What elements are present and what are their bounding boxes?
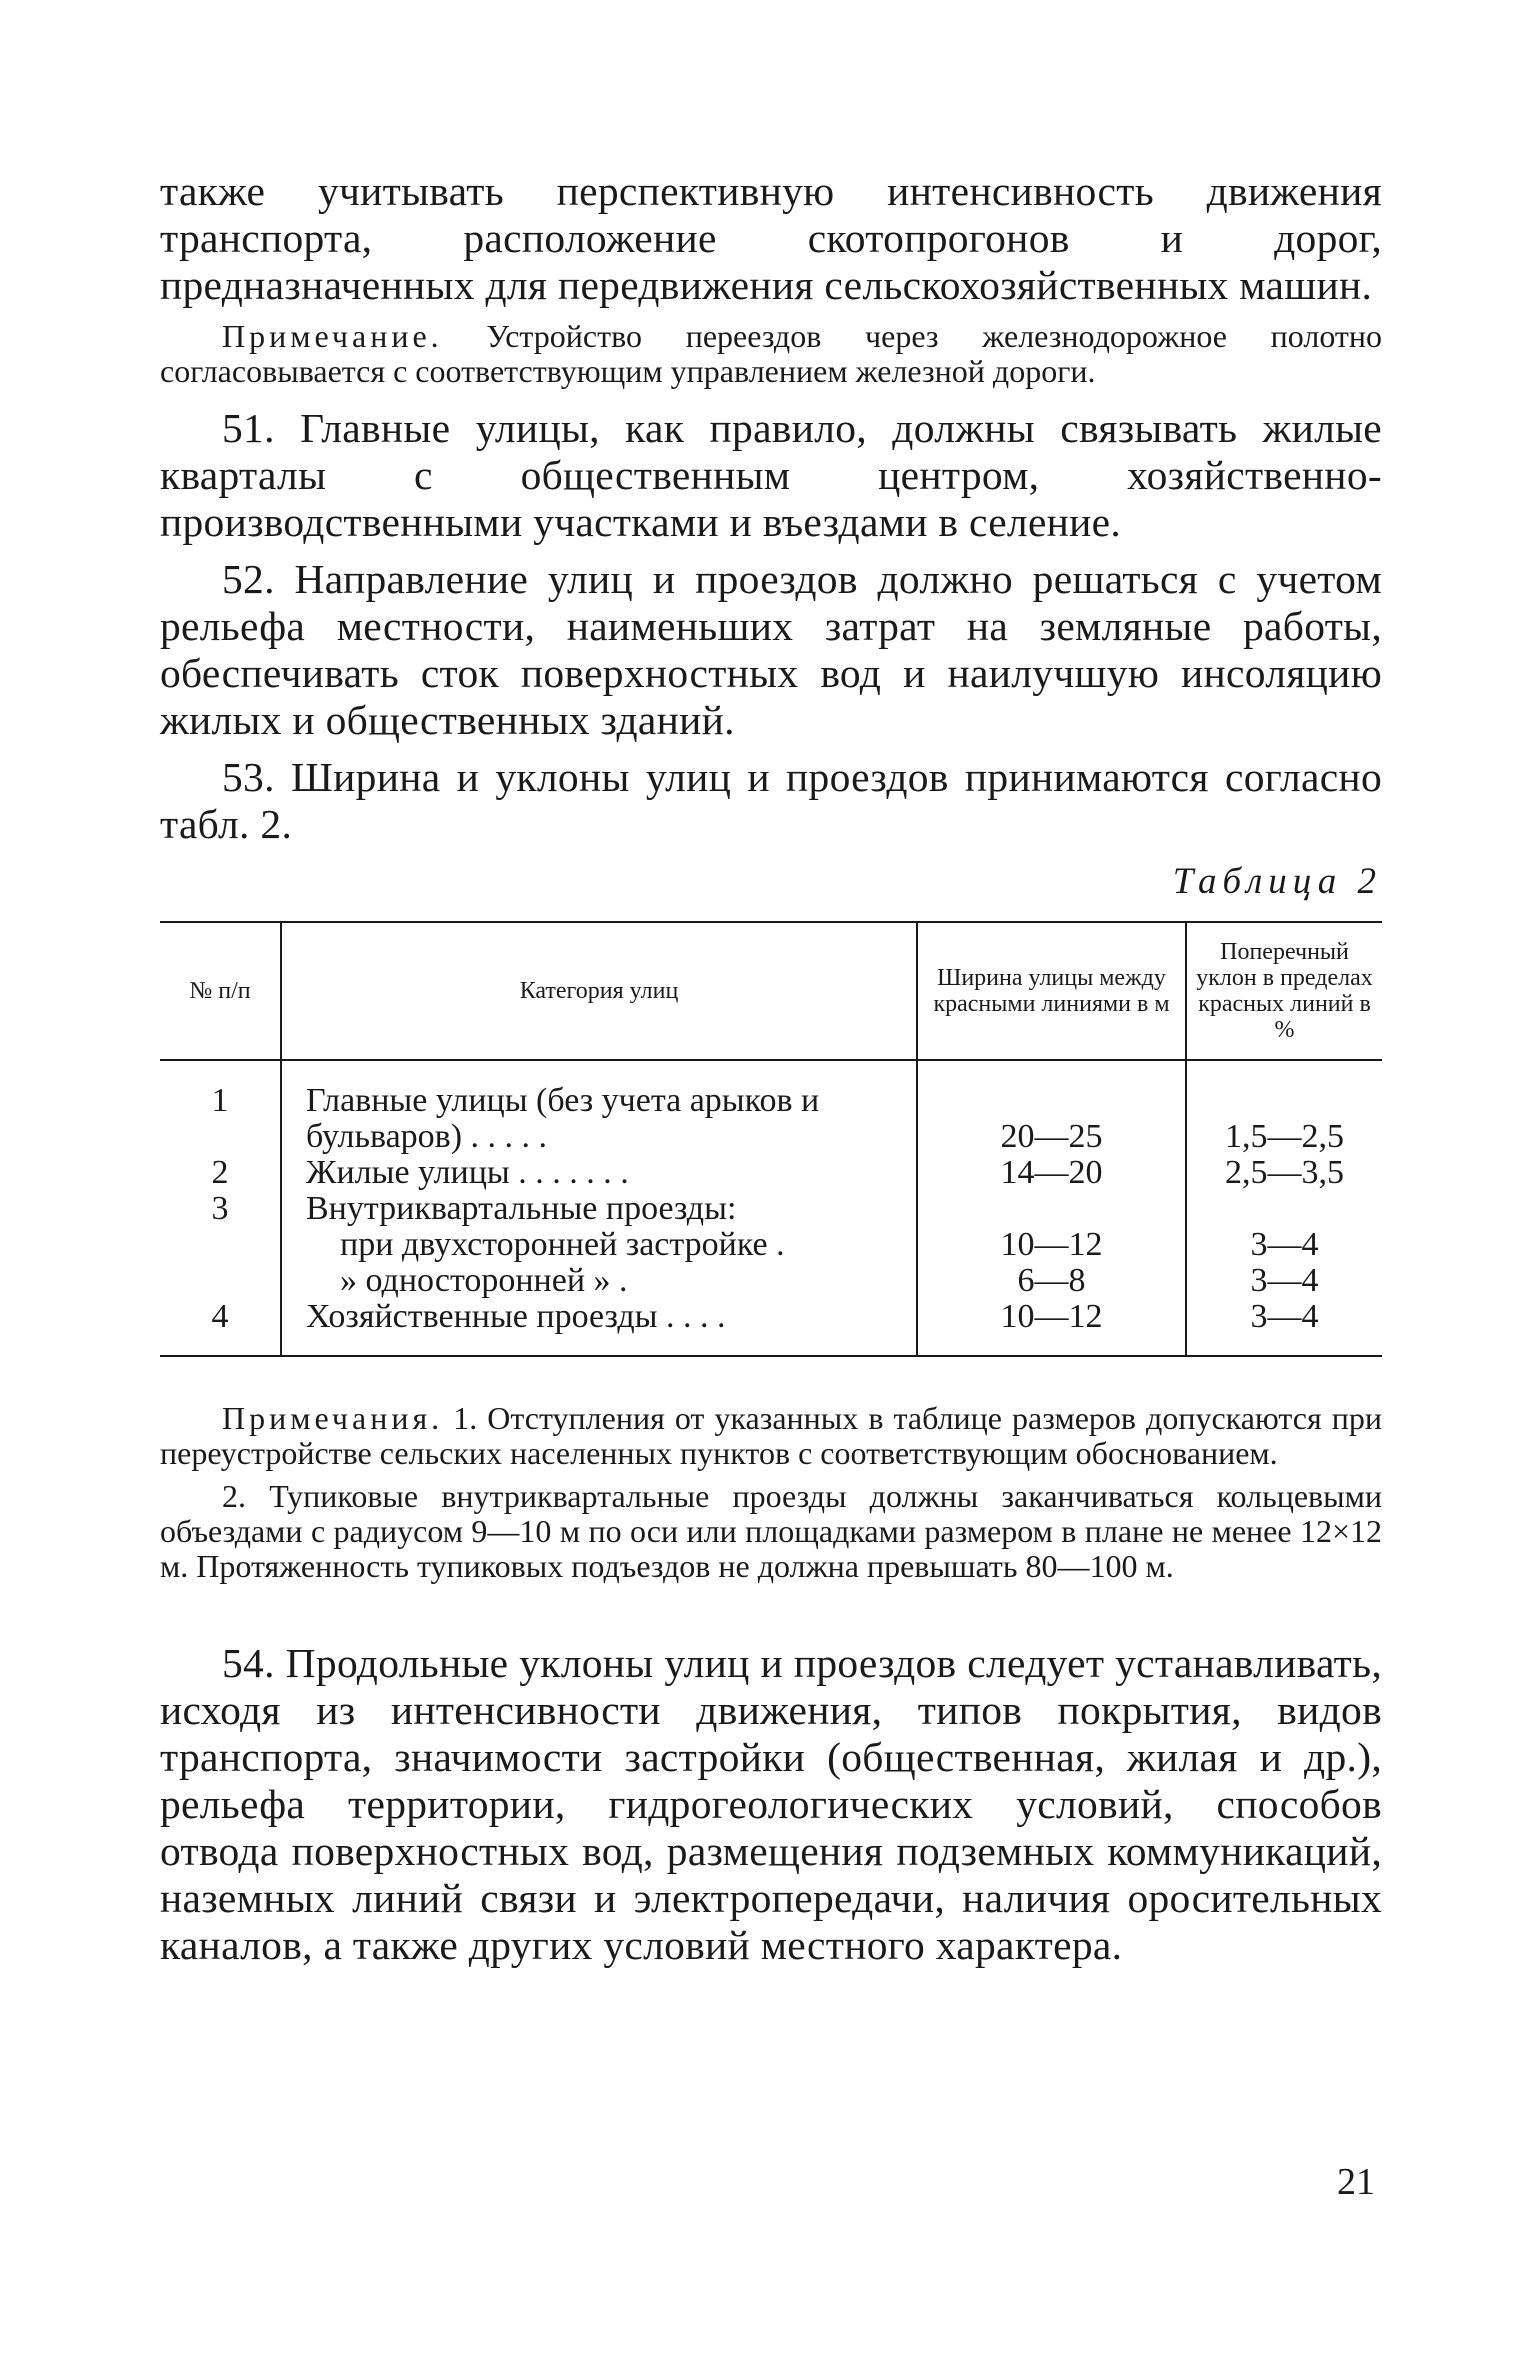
table-notes-label: Примечания. (222, 1400, 444, 1436)
paragraph-51: 51. Главные улицы, как правило, должны связывать жилые кварталы с общественным центром, хозяйственно-производственными участками и въездами в селение. (160, 405, 1382, 545)
width-line: 10—12 (1000, 1227, 1103, 1263)
num-line (160, 1119, 280, 1155)
note-1-label: Примечание. (222, 318, 443, 354)
header-width: Ширина улицы между красными линиями в м (917, 922, 1186, 1060)
document-page (160, 168, 1382, 1969)
paragraph-52: 52. Направление улиц и проездов должно решаться с учетом рельефа местности, наименьших затрат на земляные работы, обеспечивать сток поверхностных вод и наилучшую инсоляцию жилых и общественных зданий. (160, 556, 1382, 743)
category-line: » односторонней » . (340, 1263, 628, 1299)
page-number: 21 (1337, 2161, 1375, 2203)
category-column (281, 1060, 917, 1356)
num-line: 1 (211, 1083, 229, 1119)
table-caption: Таблица 2 (1172, 861, 1382, 902)
num-line: 3 (211, 1191, 229, 1227)
width-line (918, 1191, 1185, 1227)
slope-line: 2,5—3,5 (1225, 1155, 1344, 1191)
slope-line (1187, 1083, 1382, 1119)
width-line (918, 1083, 1185, 1119)
table-notes (160, 1401, 1382, 1584)
num-column (160, 1060, 281, 1356)
table-body-row (160, 1060, 1382, 1356)
note-1 (160, 319, 1382, 389)
category-line: Главные улицы (без учета арыков и бульваров) . . . . . (306, 1083, 820, 1155)
category-line: при двухсторонней застройке . (340, 1227, 785, 1263)
category-line: Хозяйственные проезды . . . . (306, 1299, 726, 1335)
slope-line: 3—4 (1250, 1263, 1319, 1299)
paragraph-54: 54. Продольные уклоны улиц и проездов следует устанавливать, исходя из интенсивности движения, типов покрытия, видов транспорта, значимости застройки (общественная, жилая и др.), рельефа территории, гидрогеологических условий, способов отвода поверхностных вод, размещения подземных коммуникаций, наземных линий связи и электропередачи, наличия оросительных каналов, а также других условий местного характера. (160, 1640, 1382, 1968)
slope-line (1187, 1191, 1382, 1227)
width-line: 6—8 (1017, 1263, 1086, 1299)
width-line: 14—20 (1000, 1155, 1103, 1191)
table-note-2: 2. Тупиковые внутриквартальные проезды должны заканчиваться кольцевыми объездами с радиусом 9—10 м по оси или площадками размером в плане не менее 12×12 м. Протяженность тупиковых подъездов не должна превышать 80—100 м. (160, 1478, 1382, 1584)
num-line (160, 1227, 280, 1263)
width-line: 10—12 (1000, 1299, 1103, 1335)
slope-column (1186, 1060, 1382, 1356)
slope-line: 3—4 (1250, 1227, 1319, 1263)
num-line: 4 (211, 1299, 229, 1335)
width-column (917, 1060, 1186, 1356)
header-slope: Поперечный уклон в пределах красных линий в % (1186, 922, 1382, 1060)
width-line: 20—25 (1000, 1119, 1103, 1155)
num-line: 2 (211, 1155, 229, 1191)
category-line: Внутриквартальные проезды: (306, 1191, 737, 1227)
header-num: № п/п (160, 922, 281, 1060)
streets-table (160, 921, 1382, 1357)
paragraph-53: 53. Ширина и уклоны улиц и проездов принимаются согласно табл. 2. (160, 754, 1382, 847)
num-line (160, 1263, 280, 1299)
slope-line: 3—4 (1250, 1299, 1319, 1335)
category-line: Жилые улицы . . . . . . . (306, 1155, 629, 1191)
slope-line: 1,5—2,5 (1225, 1119, 1344, 1155)
table-note-1 (160, 1401, 1382, 1471)
table-note-1-text: 1. Отступления от указанных в таблице размеров допускаются при переустройстве сельских населенных пунктов с соответствующим обоснованием. (160, 1400, 1383, 1471)
note-1-text: Устройство переездов через железнодорожное полотно согласовывается с соответствующим управлением железной дороги. (160, 318, 1383, 389)
header-category: Категория улиц (281, 922, 917, 1060)
intro-paragraph: также учитывать перспективную интенсивность движения транспорта, расположение скотопрогонов и дорог, предназначенных для передвижения сельскохозяйственных машин. (160, 168, 1382, 308)
